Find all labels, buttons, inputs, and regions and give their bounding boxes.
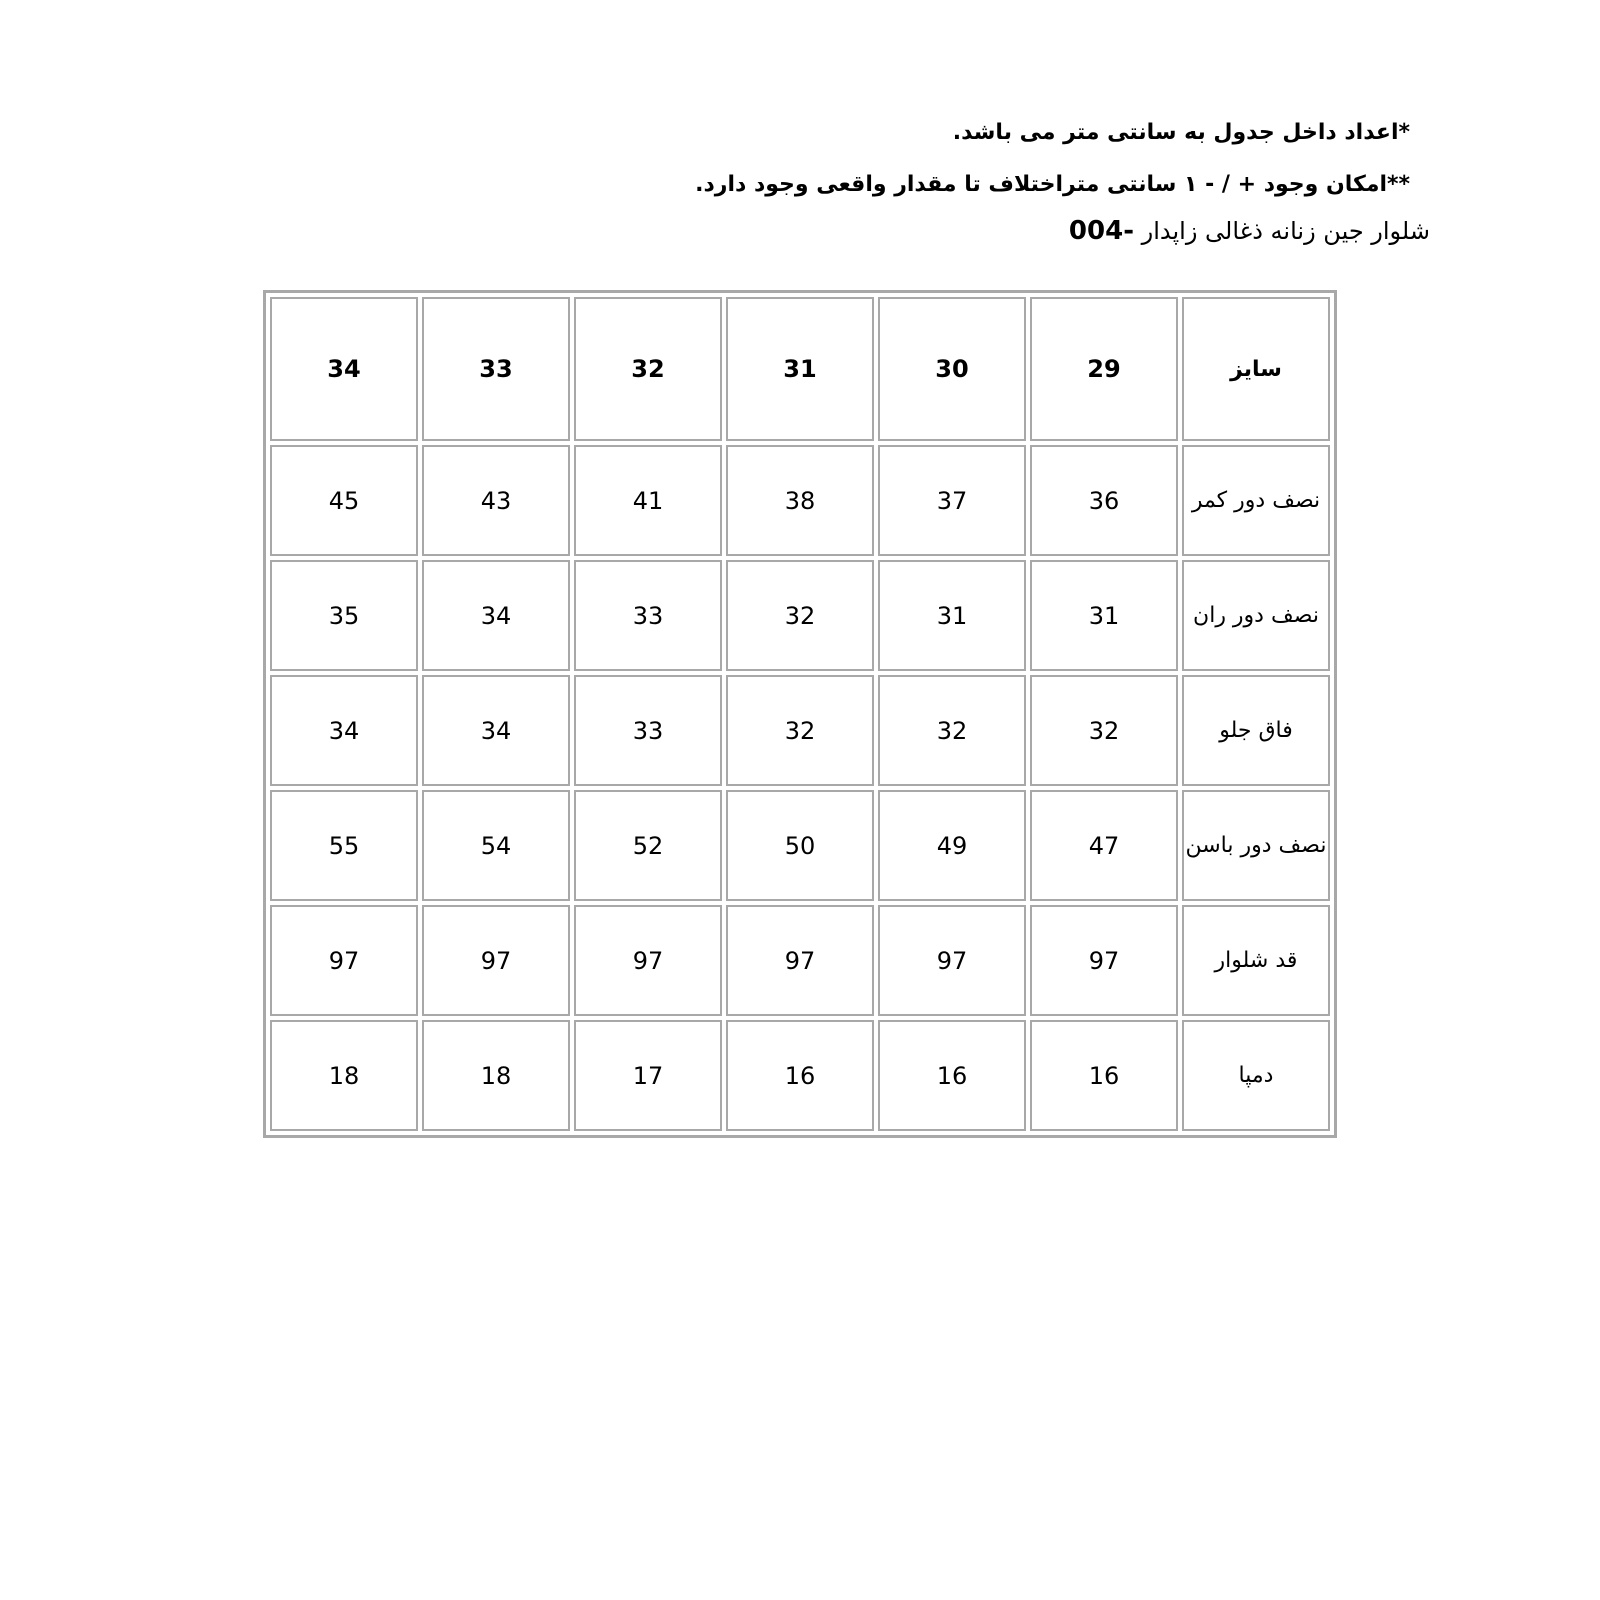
table-row [270, 905, 1330, 1016]
row-label-cell: فاق جلو [1182, 675, 1330, 786]
table-cell: 17 [574, 1020, 722, 1131]
table-cell: 49 [878, 790, 1026, 901]
table-cell: 32 [878, 675, 1026, 786]
row-label-cell: قد شلوار [1182, 905, 1330, 1016]
table-cell: 18 [270, 1020, 418, 1131]
product-title-line [1069, 216, 1430, 246]
table-cell: 97 [1030, 905, 1178, 1016]
table-cell: 18 [422, 1020, 570, 1131]
table-cell: 97 [878, 905, 1026, 1016]
table-cell: 16 [726, 1020, 874, 1131]
table-cell: 55 [270, 790, 418, 901]
table-row [270, 445, 1330, 556]
header-cell: 31 [726, 297, 874, 441]
header-cell: 32 [574, 297, 722, 441]
table-header-row [270, 297, 1330, 441]
product-title: شلوار جین زنانه ذغالی زاپدار [1141, 217, 1430, 245]
table-row [270, 1020, 1330, 1131]
table-cell: 32 [726, 560, 874, 671]
table-row [270, 675, 1330, 786]
table-unit-note: *اعداد داخل جدول به سانتی متر می باشد. [952, 120, 1410, 145]
table-cell: 34 [270, 675, 418, 786]
header-label-cell: سایز [1182, 297, 1330, 441]
table-cell: 31 [1030, 560, 1178, 671]
table-cell: 33 [574, 560, 722, 671]
table-cell: 97 [726, 905, 874, 1016]
table-cell: 38 [726, 445, 874, 556]
size-chart-table [263, 290, 1337, 1138]
row-label-cell: نصف دور باسن [1182, 790, 1330, 901]
table-cell: 36 [1030, 445, 1178, 556]
row-label-cell: دمپا [1182, 1020, 1330, 1131]
table-cell: 47 [1030, 790, 1178, 901]
table-cell: 32 [726, 675, 874, 786]
table-cell: 33 [574, 675, 722, 786]
table-row [270, 790, 1330, 901]
table-cell: 45 [270, 445, 418, 556]
row-label-cell: نصف دور ران [1182, 560, 1330, 671]
table-cell: 16 [878, 1020, 1026, 1131]
product-code: -004 [1068, 216, 1134, 246]
table-cell: 50 [726, 790, 874, 901]
table-cell: 37 [878, 445, 1026, 556]
table-cell: 97 [422, 905, 570, 1016]
tolerance-note: **امکان وجود + / - ۱ سانتی متراختلاف تا مقدار واقعی وجود دارد. [695, 172, 1410, 197]
table-cell: 52 [574, 790, 722, 901]
table-cell: 97 [574, 905, 722, 1016]
table-cell: 35 [270, 560, 418, 671]
table-cell: 31 [878, 560, 1026, 671]
header-cell: 29 [1030, 297, 1178, 441]
table-row [270, 560, 1330, 671]
table-cell: 54 [422, 790, 570, 901]
table-cell: 97 [270, 905, 418, 1016]
table-cell: 32 [1030, 675, 1178, 786]
row-label-cell: نصف دور کمر [1182, 445, 1330, 556]
header-cell: 33 [422, 297, 570, 441]
table-cell: 41 [574, 445, 722, 556]
table-cell: 34 [422, 675, 570, 786]
header-cell: 34 [270, 297, 418, 441]
table-cell: 16 [1030, 1020, 1178, 1131]
header-cell: 30 [878, 297, 1026, 441]
table-cell: 43 [422, 445, 570, 556]
table-cell: 34 [422, 560, 570, 671]
